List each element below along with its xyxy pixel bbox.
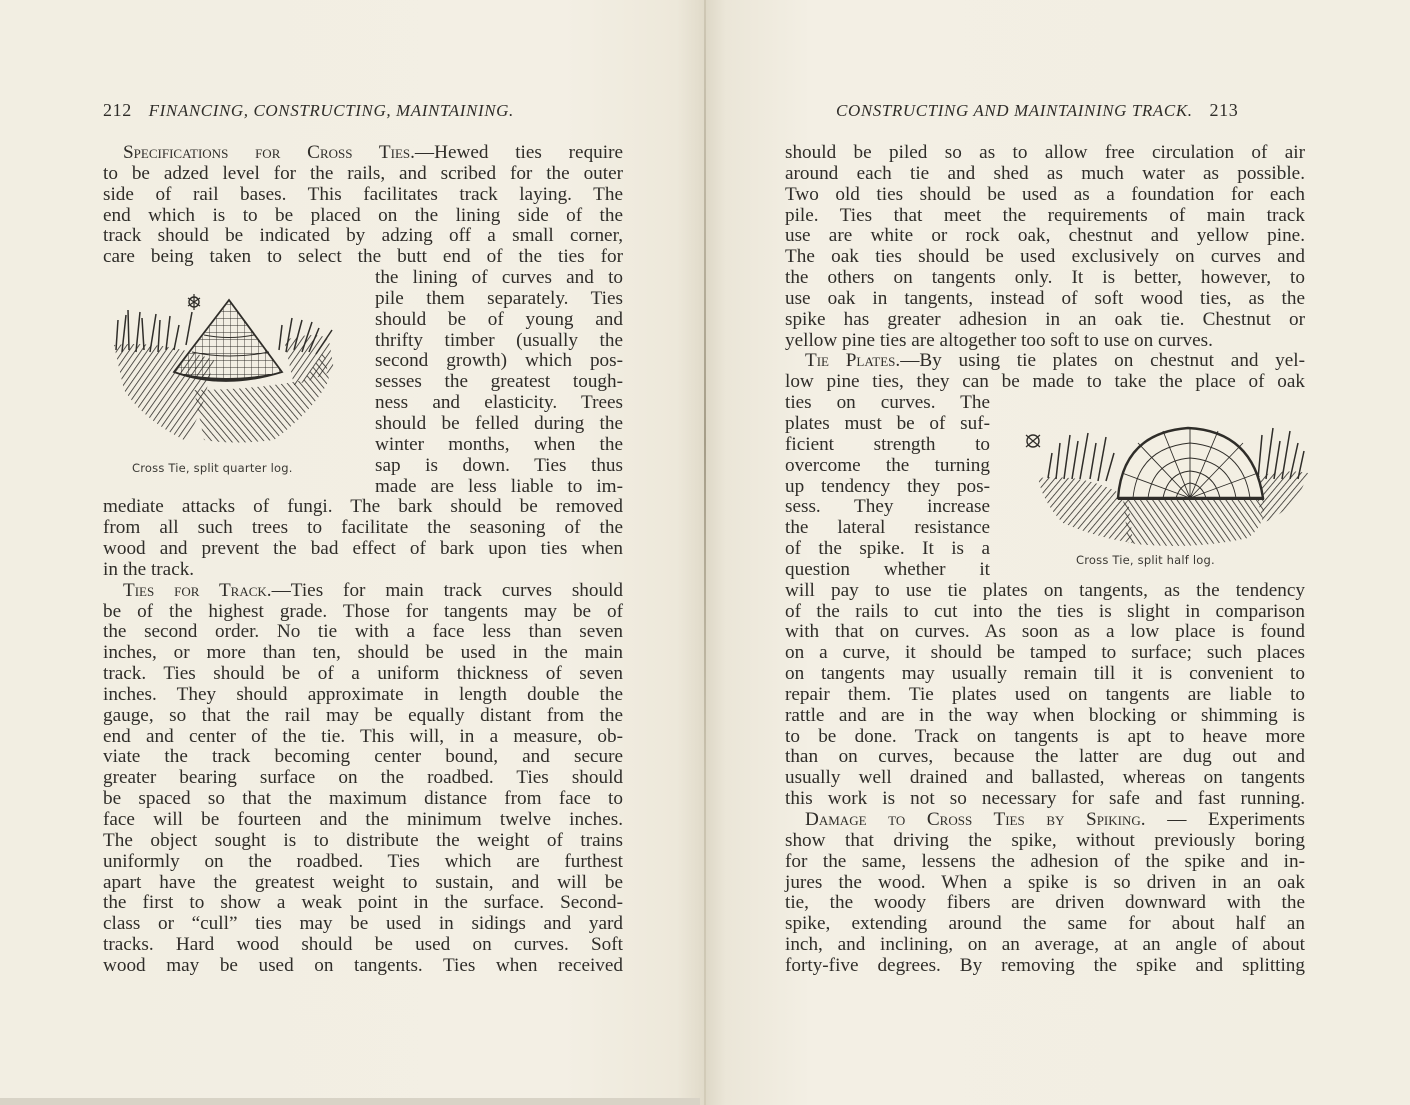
page-number: 213 — [1209, 100, 1239, 120]
paragraph-line: the others on tangents only. It is better, however, to — [785, 267, 1305, 289]
paragraph-line: track should be indicated by adzing off a small corner, — [103, 225, 623, 247]
paragraph-line: second growth) which pos- — [375, 350, 623, 372]
paragraph-line: be of the highest grade. Those for tangents may be of — [103, 600, 623, 622]
paragraph-line: sess. They increase — [785, 496, 990, 518]
paragraph-line: Two old ties should be used as a foundation for each — [785, 183, 1305, 205]
paragraph-line: question whether it — [785, 558, 990, 580]
paragraph-line: to be done. Track on tangents is apt to heave more — [785, 725, 1305, 747]
paragraph-line: made are less liable to im- — [375, 475, 623, 497]
running-head-title: FINANCING, CONSTRUCTING, MAINTAINING. — [148, 101, 514, 120]
section-heading: Ties for Track. — [123, 579, 272, 601]
paragraph-line: inch, and inclining, on an average, at an angle of about — [785, 934, 1305, 956]
figure-split-quarter-log — [104, 290, 354, 450]
paragraph-line: care being taken to select the butt end of the ties for — [103, 246, 623, 268]
running-head-left — [103, 100, 514, 121]
paragraph-line: ties on curves. The — [785, 392, 990, 414]
paragraph-line: Tie Plates.—By using tie plates on chestnut and yel- — [805, 350, 1305, 372]
paragraph-line: sesses the greatest tough- — [375, 371, 623, 393]
paragraph-line: thrifty timber (usually the — [375, 329, 623, 351]
paragraph-line: around each tie and shed as much water as possible. — [785, 162, 1305, 184]
paragraph-line: end and center of the tie. This will, in a measure, ob- — [103, 725, 623, 747]
paragraph-line: sap is down. Ties thus — [375, 454, 623, 476]
paragraph-line: should be of young and — [375, 308, 623, 330]
paragraph-line: greater bearing surface on the roadbed. Ties should — [103, 767, 623, 789]
paragraph-line: from all such trees to facilitate the seasoning of the — [103, 517, 623, 539]
paragraph-line: repair them. Tie plates used on tangents are liable to — [785, 683, 1305, 705]
paragraph-line: end which is to be placed on the lining side of the — [103, 204, 623, 226]
paragraph-line: show that driving the spike, without previously boring — [785, 829, 1305, 851]
paragraph-line: with that on curves. As soon as a low place is found — [785, 621, 1305, 643]
paragraph-line: the first to show a weak point in the surface. Second- — [103, 892, 623, 914]
paragraph-line: tracks. Hard wood should be used on curves. Soft — [103, 934, 623, 956]
right-text-column — [785, 143, 1305, 977]
paragraph-line: on a curve, it should be tamped to surface; such places — [785, 642, 1305, 664]
paragraph-line: this work is not so necessary for safe and fast running. — [785, 788, 1305, 810]
paragraph-line: should be felled during the — [375, 412, 623, 434]
paragraph-line: wood and prevent the bad effect of bark upon ties when — [103, 538, 623, 560]
paragraph-line: should be piled so as to allow free circulation of air — [785, 142, 1305, 163]
paragraph-line: The oak ties should be used exclusively on curves and — [785, 246, 1305, 268]
section-heading: Specifications for Cross Ties. — [123, 142, 415, 163]
figure-split-half-log — [1018, 413, 1313, 548]
paragraph-line: use oak in tangents, instead of soft wood ties, as the — [785, 287, 1305, 309]
paragraph-line: the lining of curves and to — [375, 267, 623, 289]
paragraph-line: mediate attacks of fungi. The bark should be removed — [103, 496, 623, 518]
paragraph-line: class or “cull” ties may be used in sidings and yard — [103, 913, 623, 935]
paragraph-line: ness and elasticity. Trees — [375, 392, 623, 414]
paragraph-line: rattle and are in the way when blocking or shimming is — [785, 704, 1305, 726]
paragraph-line: will pay to use tie plates on tangents, as the tendency — [785, 579, 1305, 601]
paragraph-line: jures the wood. When a spike is so driven in an oak — [785, 871, 1305, 893]
page-number: 212 — [103, 100, 132, 120]
paragraph-line: in the track. — [103, 558, 195, 580]
paragraph-line: for the same, lessens the adhesion of the spike and in- — [785, 850, 1305, 872]
paragraph-line: gauge, so that the rail may be equally distant from the — [103, 704, 623, 726]
paragraph-line: of the rails to cut into the ties is slight in comparison — [785, 600, 1305, 622]
text-wrap-around-figure — [785, 393, 990, 581]
paragraph-line: side of rail bases. This facilitates track laying. The — [103, 183, 623, 205]
figure-caption: Cross Tie, split quarter log. — [132, 461, 293, 475]
paragraph-line: uniformly on the roadbed. Ties which are furthest — [103, 850, 623, 872]
section-heading: Tie Plates. — [805, 350, 901, 372]
paragraph-line: to be adzed level for the rails, and scribed for the outer — [103, 162, 623, 184]
paragraph-line: The object sought is to distribute the weight of trains — [103, 829, 623, 851]
section-heading: Damage to Cross Ties by Spiking. — [805, 809, 1146, 830]
paragraph-line: Ties for Track.—Ties for main track curves should — [123, 579, 623, 601]
paragraph-line: pile them separately. Ties — [375, 287, 623, 309]
left-text-column — [103, 143, 623, 977]
paragraph-line: inches. They should approximate in length double the — [103, 683, 623, 705]
paragraph-line: inches, or more than ten, should be used in the main — [103, 642, 623, 664]
paragraph-line: the lateral resistance — [785, 517, 990, 539]
paragraph-line: forty-five degrees. By removing the spike and splitting — [785, 954, 1305, 976]
paragraph-line: track. Ties should be of a uniform thickness of seven — [103, 663, 623, 685]
book-gutter — [704, 0, 706, 1105]
paragraph-line: pile. Ties that meet the requirements of main track — [785, 204, 1305, 226]
paragraph-line: of the spike. It is a — [785, 538, 990, 560]
paragraph-line: plates must be of suf- — [785, 412, 990, 434]
paragraph-line: use are white or rock oak, chestnut and yellow pine. — [785, 225, 1305, 247]
paragraph-line: winter months, when the — [375, 433, 623, 455]
split-quarter-log-icon — [104, 290, 354, 450]
split-half-log-icon — [1018, 413, 1313, 548]
paragraph-line: wood may be used on tangents. Ties when received — [103, 954, 623, 976]
text-wrap-around-figure — [375, 268, 623, 497]
paragraph-line: spike has greater adhesion in an oak tie. Chestnut or — [785, 308, 1305, 330]
paragraph-line: up tendency they pos- — [785, 475, 990, 497]
paragraph-line: spike, extending around the same for about half an — [785, 913, 1305, 935]
figure-caption: Cross Tie, split half log. — [1076, 553, 1215, 567]
paragraph-line: apart have the greatest weight to sustain, and will be — [103, 871, 623, 893]
paragraph-line: Damage to Cross Ties by Spiking. — Experiments — [805, 809, 1305, 830]
running-head-title: CONSTRUCTING AND MAINTAINING TRACK. — [836, 101, 1193, 120]
paragraph-line: viate the track becoming center bound, and secure — [103, 746, 623, 768]
paragraph-line: Specifications for Cross Ties.—Hewed ties require — [123, 142, 623, 163]
paragraph-line: on tangents may usually remain till it is convenient to — [785, 663, 1305, 685]
paragraph-line: low pine ties, they can be made to take the place of oak — [785, 371, 1305, 393]
paragraph-line: yellow pine ties are altogether too soft to use on curves. — [785, 329, 1213, 351]
paragraph-line: the second order. No tie with a face less than seven — [103, 621, 623, 643]
paragraph-line: be spaced so that the maximum distance from face to — [103, 788, 623, 810]
paragraph-line: face will be fourteen and the minimum twelve inches. — [103, 809, 623, 830]
running-head-right — [836, 100, 1238, 121]
paragraph-line: overcome the turning — [785, 454, 990, 476]
paragraph-line: than on curves, because the latter are dug out and — [785, 746, 1305, 768]
paragraph-line: tie, the woody fibers are driven downward with the — [785, 892, 1305, 914]
paragraph-line: usually well drained and ballasted, whereas on tangents — [785, 767, 1305, 789]
paragraph-line: ficient strength to — [785, 433, 990, 455]
page-edge-shadow — [0, 1098, 700, 1105]
